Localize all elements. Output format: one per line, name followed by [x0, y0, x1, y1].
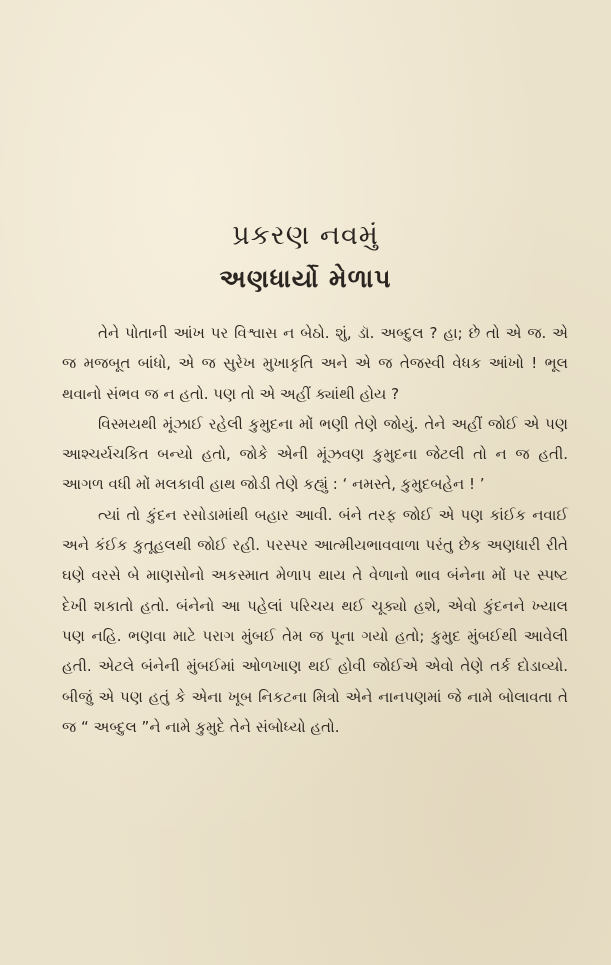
chapter-subtitle: અણધાર્યો મેળાપ	[219, 264, 392, 293]
paragraph: વિસ્મયથી મૂંઝાઈ રહેલી કુમુદના મોં ભણી તેણે જોયું. તેને અહીં જોઈ એ પણ આશ્ચર્યચકિત બન્યો હતો, જોકે એની મૂંઝવણ કુમુદના જેટલી તો ન જ હતી. આગળ વધી મોં મલકાવી હાથ જોડી તેણે કહ્યું : ‘ નમસ્તે, કુમુદબહેન ! ’	[62, 414, 568, 494]
paragraph: ત્યાં તો કુંદન રસોડામાંથી બહાર આવી. બંને તરફ જોઈ એ પણ કાંઈક નવાઈ અને કંઈક કુતૂહલથી જોઈ રહી. પરસ્પર આત્મીયભાવવાળા પરંતુ છેક અણધારી રીતે ઘણે વરસે બે માણસોનો અકસ્માત મેળાપ થાય તે વેળાનો ભાવ બંનેના મોં પર સ્પષ્ટ દેખી શકાતો હતો. બંનેનો આ પહેલાં પરિચય થઈ ચૂક્યો હશે, એવો કુંદનને ખ્યાલ પણ નહિ. ભણવા માટે પરાગ મુંબઈ તેમ જ પૂના ગયો હતો; કુમુદ મુંબઈથી આવેલી હતી. એટલે બંનેની મુંબઈમાં ઓળખાણ થઈ હોવી જોઈએ એવો તેણે તર્ક દોડાવ્યો. બીજું એ પણ હતું કે એના ખૂબ નિકટના મિત્રો એને નાનપણમાં જે નામે બોલાવતા તે જ “ અબ્દુલ ”ને નામે કુમુદે તેને સંબોધ્યો હતો.	[62, 505, 568, 736]
chapter-title: પ્રકરણ નવમું	[232, 220, 379, 251]
body-text	[62, 318, 568, 742]
paragraph: તેને પોતાની આંખ પર વિશ્વાસ ન બેઠો. શું, ડૉ. અબ્દુલ ? હા; છે તો એ જ. એ જ મજબૂત બાંધો, એ જ સુરેખ મુખાકૃતિ અને એ જ તેજસ્વી વેધક આંખો ! ભૂલ થવાનો સંભવ જ ન હતો. પણ તો એ અહીં ક્યાંથી હોય ?	[62, 324, 568, 403]
